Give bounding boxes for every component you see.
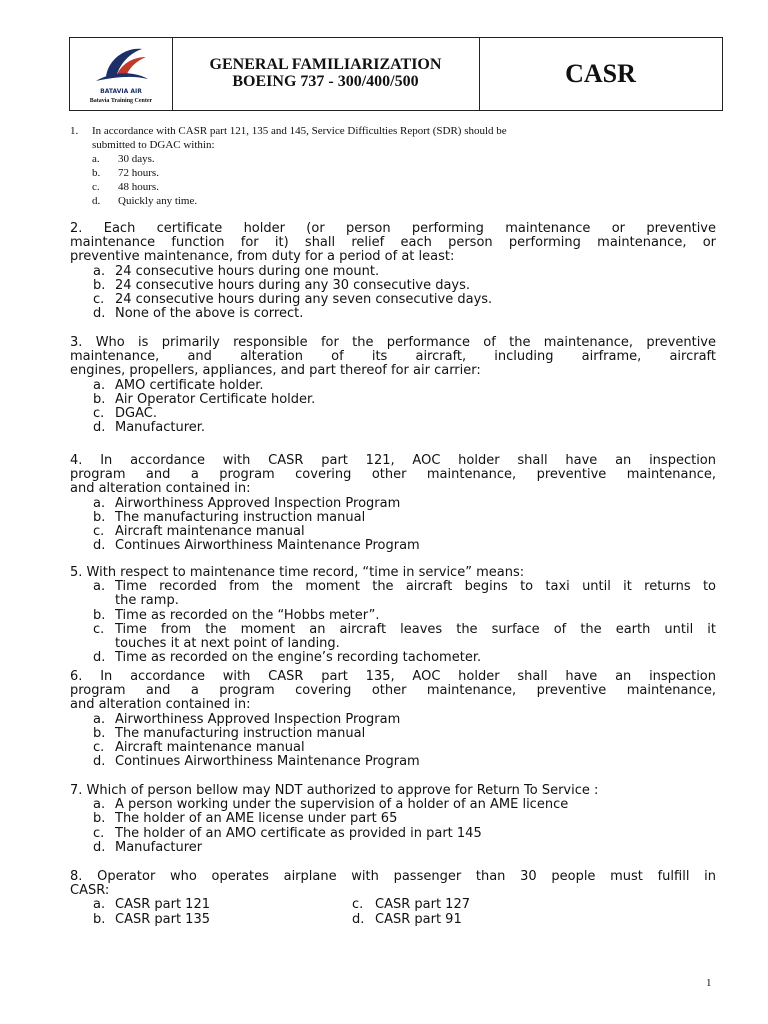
answer-option: c. Time from the moment an aircraft leaves the surface of the earth until it [93,621,716,637]
question-4 [70,454,716,553]
answer-option: d. Quickly any time. [92,195,198,207]
question-2 [70,222,716,321]
question-1 [70,124,710,208]
answer-option: c. Aircraft maintenance manual [93,524,305,540]
answer-option-letter: a. [93,897,106,913]
answer-option: b. 72 hours. [92,167,159,179]
question-stem: 3. Who is primarily responsible for the performance of the maintenance, preventive [70,335,716,350]
answer-option: d. Continues Airworthiness Maintenance Program [93,754,420,770]
answer-option-continuation: touches it at next point of landing. [115,636,340,652]
answer-option: b. The manufacturing instruction manual [93,509,366,525]
answer-option-letter: b. [93,911,106,927]
answer-option: a. Airworthiness Approved Inspection Program [93,495,401,511]
question-7 [70,784,716,855]
answer-option: c. Aircraft maintenance manual [93,740,305,756]
question-stem: program and a program covering other maintenance, preventive maintenance, [70,467,716,483]
question-stem: maintenance function for it) shall relief each person performing maintenance, or [70,235,716,251]
question-stem: preventive maintenance, from duty for a period of at least: [70,249,455,265]
answer-option: b. The manufacturing instruction manual [93,725,366,741]
answer-option-letter: c. [352,897,364,913]
question-stem: 2. Each certificate holder (or person performing maintenance or preventive [70,221,716,236]
answer-option-text: CASR part 127 [375,897,470,913]
question-stem: maintenance, and alteration of its aircraft, including airframe, aircraft [70,349,716,365]
question-8 [70,870,716,927]
answer-option: a. A person working under the supervision of a holder of an AME licence [93,797,569,813]
question-stem: program and a program covering other maintenance, preventive maintenance, [70,683,716,699]
answer-option: a. Time recorded from the moment the aircraft begins to taxi until it returns to [93,579,716,595]
answer-option: a. Airworthiness Approved Inspection Program [93,711,401,727]
answer-option-text: CASR part 135 [115,911,210,927]
section-title: CASR [565,59,636,88]
answer-option-row [70,913,716,927]
question-stem: submitted to DGAC within: [92,139,215,151]
batavia-air-logo [86,41,156,89]
answer-option: b. Time as recorded on the “Hobbs meter”. [93,607,380,623]
logo-cell [70,38,173,110]
answer-option-row [70,898,716,912]
question-stem: 1. In accordance with CASR part 121, 135 and 145, Service Difficulties Report (SDR) should be [70,125,507,137]
answer-option: a. 30 days. [92,153,155,165]
answer-option-text: CASR part 121 [115,897,210,913]
question-stem: CASR: [70,883,110,899]
answer-option: b. 24 consecutive hours during any 30 consecutive days. [93,277,471,293]
question-stem: and alteration contained in: [70,481,251,497]
answer-option: d. Time as recorded on the engine’s recording tachometer. [93,650,482,666]
question-stem: 6. In accordance with CASR part 135, AOC holder shall have an inspection [70,669,716,684]
logo-wordmark: BATAVIA AIR [100,88,142,95]
question-stem: 8. Operator who operates airplane with passenger than 30 people must fulfill in [70,869,716,884]
question-number: 1. [70,125,79,137]
question-stem: 5. With respect to maintenance time record, “time in service” means: [70,565,525,580]
question-3 [70,336,716,435]
answer-option: b. The holder of an AME license under part 65 [93,811,398,827]
answer-option: d. Manufacturer. [93,420,206,436]
answer-option: b. Air Operator Certificate holder. [93,391,316,407]
question-stem: engines, propellers, appliances, and part thereof for air carrier: [70,363,481,379]
answer-option: d. None of the above is correct. [93,306,304,322]
answer-option: c. The holder of an AMO certificate as provided in part 145 [93,825,482,841]
answer-option: c. 48 hours. [92,181,159,193]
answer-option: a. 24 consecutive hours during one mount. [93,263,380,279]
answer-option: a. AMO certificate holder. [93,377,264,393]
answer-option: d. Manufacturer [93,839,203,855]
logo-subtitle: Batavia Training Center [89,98,153,104]
question-5 [70,566,716,665]
document-title: GENERAL FAMILIARIZATION [209,56,442,73]
answer-option-continuation: the ramp. [115,593,179,609]
answer-option: c. 24 consecutive hours during any seven consecutive days. [93,292,493,308]
question-stem: and alteration contained in: [70,697,251,713]
page-number: 1 [706,977,712,989]
question-stem: 4. In accordance with CASR part 121, AOC holder shall have an inspection [70,453,716,468]
answer-option-text: CASR part 91 [375,911,462,927]
section-cell [479,38,722,110]
answer-option-letter: d. [352,911,365,927]
title-cell [172,38,480,110]
answer-option: d. Continues Airworthiness Maintenance Program [93,538,420,554]
answer-option: c. DGAC. [93,406,157,422]
question-stem: 7. Which of person bellow may NDT authorized to approve for Return To Service : [70,783,599,798]
document-subtitle: BOEING 737 - 300/400/500 [232,73,419,90]
document-header [69,37,723,111]
question-6 [70,670,716,769]
